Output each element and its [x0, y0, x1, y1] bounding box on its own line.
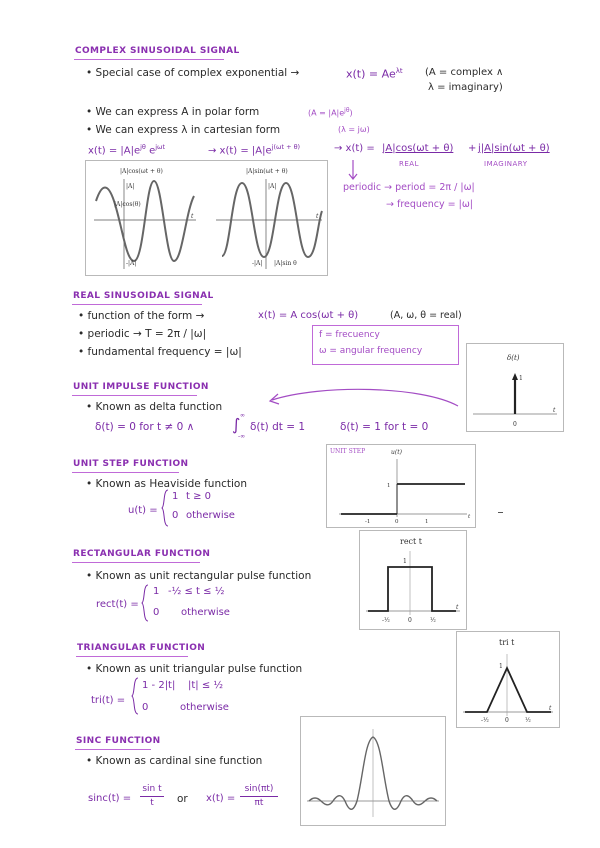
real-definitions-box: [312, 325, 459, 365]
complex-note1b: λ = imaginary): [428, 82, 503, 93]
step-case1-cond: t ≥ 0: [186, 491, 212, 502]
step-case2-cond: otherwise: [186, 510, 235, 521]
complex-plots-figure: [85, 160, 328, 276]
real-line1-note: (A, ω, θ = real): [390, 310, 462, 321]
sinc-eq-a-num: sin t: [142, 784, 162, 794]
tri-brace-icon: [130, 676, 140, 716]
complex-eq-imag: j|A|sin(ωt + θ): [478, 143, 550, 154]
tri-title-underline: [76, 656, 188, 657]
real-box-f: f = frecuency: [319, 330, 380, 340]
left-plot-negA: -|A|: [126, 260, 137, 267]
real-box-w: ω = angular frequency: [319, 346, 423, 356]
tri-plot-title: tri t: [499, 638, 515, 647]
real-line1: • function of the form →: [78, 310, 205, 322]
impulse-int-bot: -∞: [238, 433, 246, 440]
rect-plot-title: rect t: [400, 537, 423, 546]
tri-line1: • Known as unit triangular pulse function: [86, 663, 303, 675]
tri-plot-zero: 0: [505, 717, 509, 724]
tri-case2-cond: otherwise: [180, 702, 229, 713]
impulse-title: UNIT IMPULSE FUNCTION: [73, 382, 209, 392]
complex-line2: • We can express A in polar form: [86, 106, 260, 118]
sinc-plot-svg: [301, 717, 445, 825]
complex-line3-eq: (λ = jω): [338, 125, 370, 134]
tri-plot-axis-t: t: [549, 705, 552, 712]
step-plot-label: UNIT STEP: [330, 448, 366, 455]
left-plot-axis-t: t: [191, 213, 194, 220]
complex-title-underline: [74, 59, 224, 60]
real-title-underline: [72, 304, 202, 305]
complex-plots-svg: [86, 161, 327, 275]
tri-plot-half: ½: [525, 717, 531, 724]
complex-eq-real: |A|cos(ωt + θ): [382, 143, 454, 154]
step-title-underline: [72, 472, 179, 473]
step-plot-figure: [326, 444, 476, 528]
impulse-plot-zero: 0: [513, 421, 517, 428]
right-plot-Asin: |A|sin θ: [274, 260, 297, 267]
sinc-line1: • Known as cardinal sine function: [86, 755, 263, 767]
rect-case1-cond: -½ ≤ t ≤ ½: [168, 586, 225, 597]
sinc-eq-a-den: t: [150, 798, 154, 808]
tri-eq-lhs: tri(t) =: [91, 695, 126, 706]
step-plot-title: u(t): [391, 449, 402, 456]
complex-title: COMPLEX SINUSOIDAL SIGNAL: [75, 46, 240, 56]
left-plot-cosine-curve: [96, 181, 194, 261]
step-plot-neg1: -1: [365, 519, 371, 525]
rect-plot-axis-t: t: [456, 604, 459, 611]
rect-case2-cond: otherwise: [181, 607, 230, 618]
rect-plot-svg: [360, 531, 466, 629]
rect-case1-val: 1: [153, 586, 160, 597]
tri-case2-val: 0: [142, 702, 149, 713]
impulse-title-underline: [72, 395, 197, 396]
impulse-eq-c: δ(t) = 1 for t = 0: [340, 421, 429, 433]
impulse-plot-svg: [467, 344, 563, 431]
integral-sign-icon: ∫: [232, 415, 241, 434]
tri-pulse: [465, 668, 551, 712]
rect-line1: • Known as unit rectangular pulse function: [86, 570, 312, 582]
rect-plot-one: 1: [403, 558, 407, 565]
curved-arrow-icon: [262, 386, 462, 408]
sinc-eq-b-lhs: x(t) =: [206, 793, 236, 804]
step-plot-svg: [327, 445, 475, 527]
complex-eq1: $x(t) = Ae^{\lambda t}$: [346, 67, 403, 81]
complex-eq-row-b: → $x(t) = |A|e^{j(\omega t + \theta)}$: [208, 143, 301, 157]
sinc-title-underline: [75, 749, 151, 750]
tri-case1-val: 1 - 2|t|: [142, 680, 176, 691]
step-eq-lhs: u(t) =: [128, 505, 158, 516]
rect-title: RECTANGULAR FUNCTION: [73, 549, 211, 559]
sinc-title: SINC FUNCTION: [76, 736, 161, 746]
step-plot-pos1: 1: [425, 519, 429, 525]
real-line1-eq: x(t) = A cos(ωt + θ): [258, 310, 359, 321]
real-line3: • fundamental frequency = |ω|: [78, 346, 242, 358]
impulse-line1: • Known as delta function: [86, 401, 223, 413]
step-brace-icon: [160, 488, 170, 528]
tri-plot-figure: [456, 631, 560, 728]
left-plot-Acos: |A|cos(θ): [114, 201, 141, 208]
complex-line2-eq: $(A = |A|e^{j\theta})$: [308, 107, 353, 118]
stray-dash: [498, 512, 503, 513]
right-plot-negA: -|A|: [252, 260, 263, 267]
real-line2: • periodic → T = 2π / |ω|: [78, 328, 207, 340]
sinc-eq-a-fraction-bar: [140, 796, 164, 797]
sinc-eq-b-den: πt: [254, 798, 264, 808]
sinc-eq-b-num: sin(πt): [244, 784, 274, 794]
impulse-int-top: ∞: [240, 412, 245, 419]
right-plot-A: |A|: [268, 183, 277, 190]
sinc-eq-b-fraction-bar: [240, 796, 278, 797]
tri-plot-svg: [457, 632, 559, 727]
tri-plot-one: 1: [499, 663, 503, 670]
left-plot-A: |A|: [126, 183, 135, 190]
rect-case2-val: 0: [153, 607, 160, 618]
rect-brace-icon: [140, 583, 150, 623]
impulse-eq-b: δ(t) dt = 1: [250, 421, 306, 433]
tri-title: TRIANGULAR FUNCTION: [77, 643, 206, 653]
complex-eq-row-a: $x(t) = |A|e^{j\theta}$ $e^{j\omega t}$: [88, 143, 166, 157]
complex-periodic: periodic → period = 2π / |ω|: [343, 182, 475, 193]
step-plot-zero: 0: [395, 519, 399, 525]
tri-plot-neg-half: -½: [481, 717, 489, 724]
impulse-plot-axis-t: t: [553, 407, 556, 414]
step-case2-val: 0: [172, 510, 179, 521]
rect-plot-figure: [359, 530, 467, 630]
complex-note1a: (A = complex ∧: [425, 67, 504, 78]
complex-eq-row-c: → x(t) =: [334, 143, 375, 154]
impulse-plot-figure: [466, 343, 564, 432]
right-plot-title: |A|sin(ωt + θ): [246, 168, 288, 175]
step-plot-axis-t: t: [468, 514, 471, 520]
down-arrow-icon: [346, 160, 360, 182]
complex-label-imag: IMAGINARY: [484, 160, 528, 168]
sinc-eq-or: or: [177, 793, 188, 805]
step-plot-one: 1: [387, 483, 391, 489]
rect-plot-neg-half: -½: [382, 617, 390, 624]
step-line1: • Known as Heaviside function: [86, 478, 247, 490]
step-title: UNIT STEP FUNCTION: [73, 459, 189, 469]
rect-pulse: [368, 567, 456, 611]
complex-eq-plus: +: [468, 143, 477, 154]
step-case1-val: 1: [172, 491, 179, 502]
rect-eq-lhs: rect(t) =: [96, 599, 139, 610]
impulse-plot-one: 1: [519, 375, 523, 382]
real-title: REAL SINUSOIDAL SIGNAL: [73, 291, 214, 301]
complex-line1: • Special case of complex exponential →: [86, 67, 300, 79]
tri-case1-cond: |t| ≤ ½: [188, 680, 224, 691]
impulse-eq-a: δ(t) = 0 for t ≠ 0 ∧: [95, 421, 195, 433]
sinc-plot-figure: [300, 716, 446, 826]
impulse-arrowhead: [512, 373, 518, 380]
complex-label-real: REAL: [399, 160, 419, 168]
right-plot-axis-t: t: [316, 213, 319, 220]
rect-title-underline: [72, 562, 200, 563]
left-plot-title: |A|cos(ωt + θ): [120, 168, 163, 175]
sinc-eq-a-lhs: sinc(t) =: [88, 793, 132, 804]
complex-frequency: → frequency = |ω|: [386, 199, 473, 210]
rect-plot-zero: 0: [408, 617, 412, 624]
complex-line3: • We can express λ in cartesian form: [86, 124, 281, 136]
impulse-plot-title: δ(t): [507, 354, 520, 362]
rect-plot-half: ½: [430, 617, 436, 624]
